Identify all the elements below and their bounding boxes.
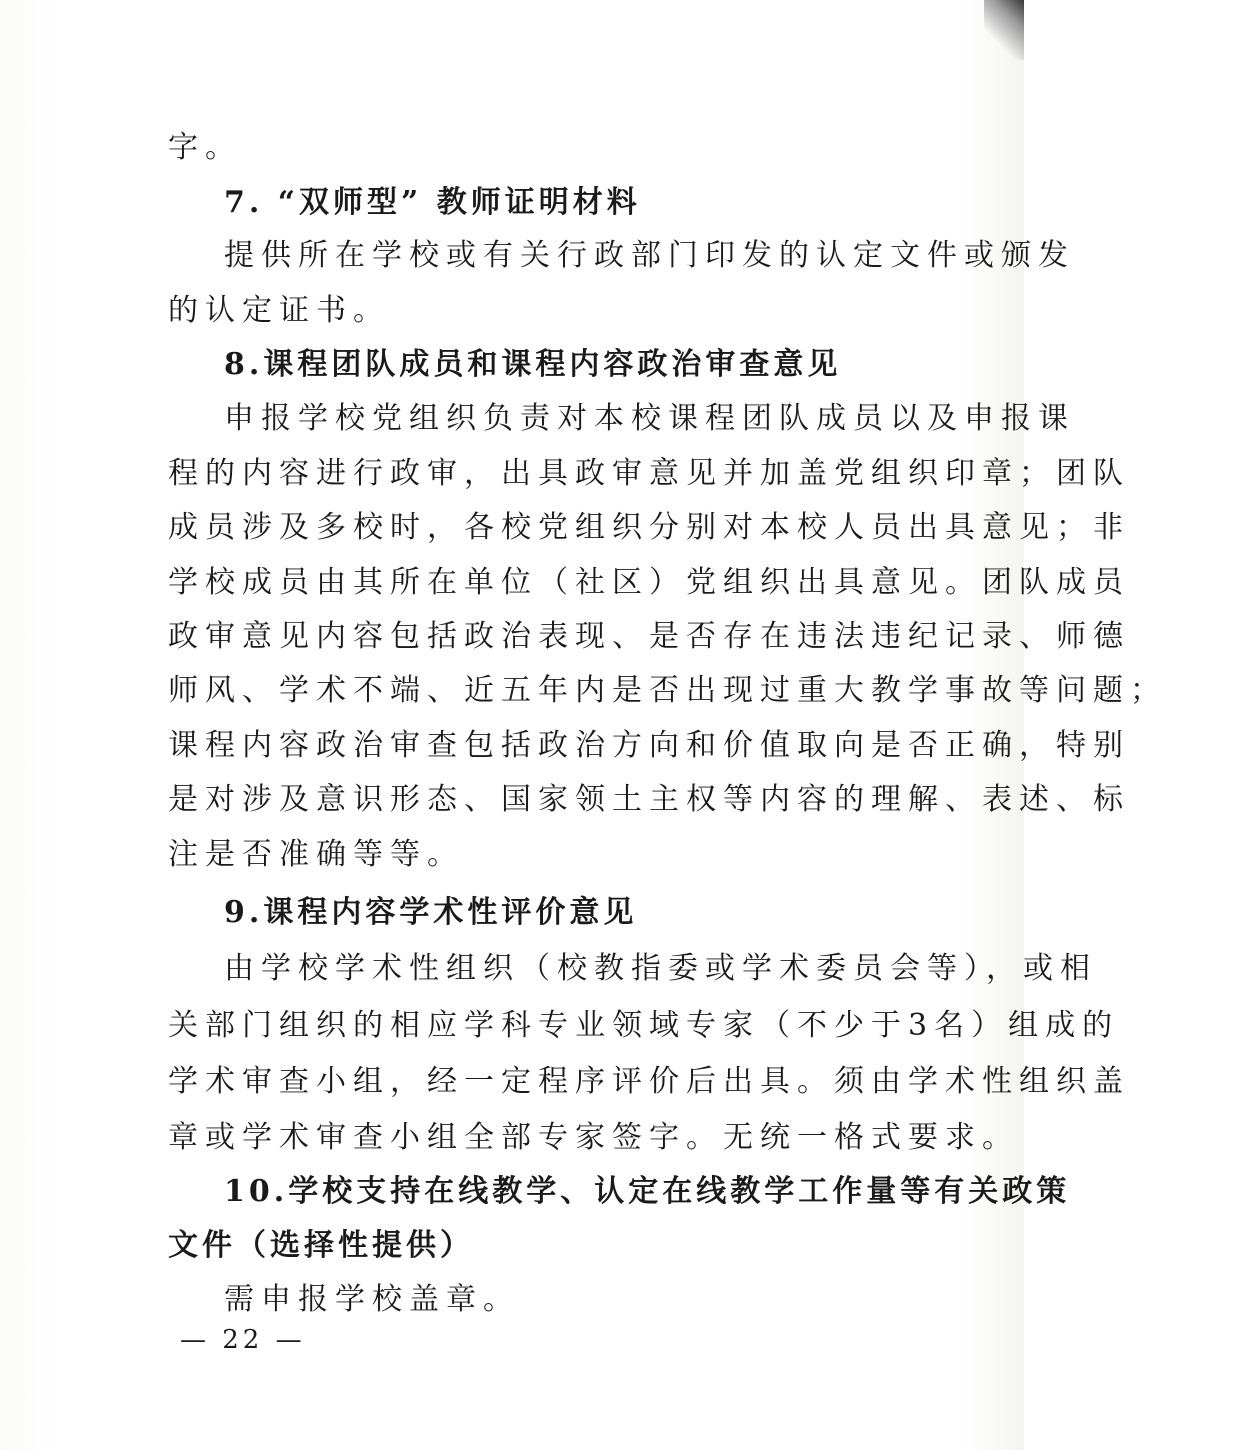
section-heading-10: 10.学校支持在线教学、认定在线教学工作量等有关政策 [224,1174,1071,1209]
paragraph-line: 学术审查小组，经一定程序评价后出具。须由学术性组织盖 [168,1064,1130,1099]
paragraph-line: 关部门组织的相应学科专业领域专家（不少于3名）组成的 [168,1008,1120,1043]
paragraph-line: 由学校学术性组织（校教指委或学术委员会等），或相 [224,951,1097,986]
section-heading-10-cont: 文件（选择性提供） [168,1228,474,1263]
paragraph-line: 是对涉及意识形态、国家领土主权等内容的理解、表述、标 [168,782,1130,817]
section-heading-9: 9.课程内容学术性评价意见 [224,895,638,930]
section-heading-7: 7. “双师型” 教师证明材料 [224,185,641,220]
scan-corner-shadow [984,0,1024,60]
paragraph-line: 程的内容进行政审，出具政审意见并加盖党组织印章；团队 [168,456,1130,491]
paragraph-line: 师风、学术不端、近五年内是否出现过重大教学事故等问题； [168,673,1167,708]
section-heading-8: 8.课程团队成员和课程内容政治审查意见 [224,347,842,382]
text-line: 字。 [168,130,242,165]
page-number: — 22 — [180,1325,306,1355]
paragraph-line: 的认定证书。 [168,293,390,328]
paragraph-line: 课程内容政治审查包括政治方向和价值取向是否正确，特别 [168,728,1130,763]
paragraph-line: 成员涉及多校时，各校党组织分别对本校人员出具意见；非 [168,510,1130,545]
paragraph-line: 政审意见内容包括政治表现、是否存在违法违纪记录、师德 [168,619,1130,654]
paragraph-line: 需申报学校盖章。 [224,1282,520,1317]
paragraph-line: 申报学校党组织负责对本校课程团队成员以及申报课 [224,401,1075,436]
paragraph-line: 章或学术审查小组全部专家签字。无统一格式要求。 [168,1120,1019,1155]
paragraph-line: 提供所在学校或有关行政部门印发的认定文件或颁发 [224,238,1075,273]
paragraph-line: 学校成员由其所在单位（社区）党组织出具意见。团队成员 [168,565,1130,600]
paragraph-line: 注是否准确等等。 [168,837,464,872]
